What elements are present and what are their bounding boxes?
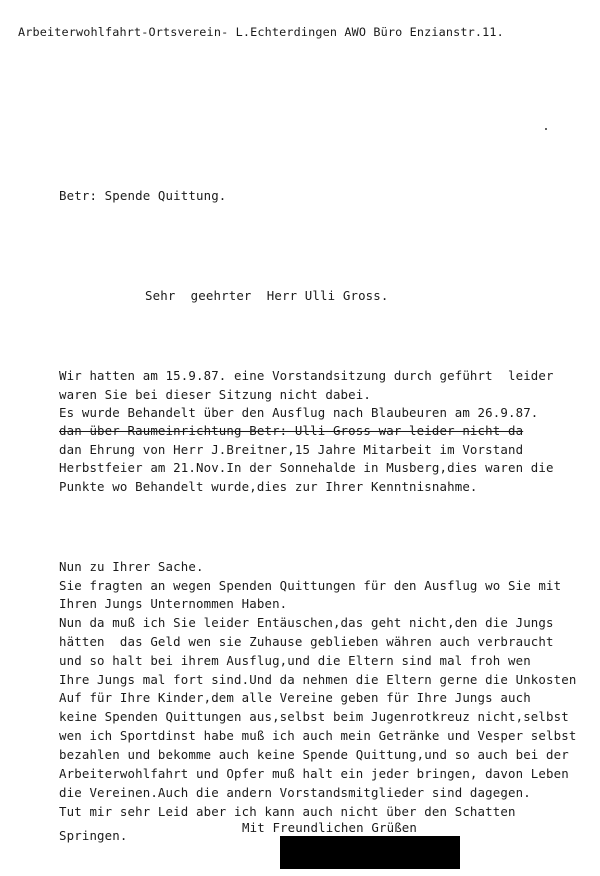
text-line: bezahlen und bekomme auch keine Spende Quittung,und so auch bei der bbox=[59, 747, 569, 762]
text-line: hätten das Geld wen sie Zuhause geblieben währen auch verbraucht bbox=[59, 634, 554, 649]
text-line: dan Ehrung von Herr J.Breitner,15 Jahre Mitarbeit im Vorstand bbox=[59, 442, 524, 457]
text-line: keine Spenden Quittungen aus,selbst beim Jugenrotkreuz nicht,selbst bbox=[59, 709, 569, 724]
text-line: Wir hatten am 15.9.87. eine Vorstandsitzung durch geführt leider bbox=[59, 368, 554, 383]
subject-line: Betr: Spende Quittung. bbox=[59, 188, 227, 203]
salutation: Sehr geehrter Herr Ulli Gross. bbox=[145, 288, 389, 303]
text-line: die Vereinen.Auch die andern Vorstandsmitglieder sind dagegen. bbox=[59, 785, 531, 800]
text-line: Es wurde Behandelt über den Ausflug nach Blaubeuren am 26.9.87. bbox=[59, 405, 539, 420]
text-line: Punkte wo Behandelt wurde,dies zur Ihrer Kenntnisnahme. bbox=[59, 479, 478, 494]
struck-text-line: dan über Raumeinrichtung Betr: Ulli Gross war leider nicht da bbox=[59, 423, 524, 438]
text-line: Auf für Ihre Kinder,dem alle Vereine geben für Ihre Jungs auch bbox=[59, 690, 531, 705]
text-line: Ihre Jungs mal fort sind.Und da nehmen die Eltern gerne die Unkosten bbox=[59, 672, 577, 687]
text-line: Springen. bbox=[59, 828, 128, 843]
text-line: Arbeiterwohlfahrt und Opfer muß halt ein jeder bringen, davon Leben bbox=[59, 766, 569, 781]
letterhead: Arbeiterwohlfahrt-Ortsverein- L.Echterdingen AWO Büro Enzianstr.11. bbox=[18, 25, 504, 39]
text-line: Ihren Jungs Unternommen Haben. bbox=[59, 596, 288, 611]
closing-line: Mit Freundlichen Grüßen bbox=[242, 820, 418, 835]
text-line: Nun da muß ich Sie leider Entäuschen,das geht nicht,den die Jungs bbox=[59, 615, 554, 630]
scan-speck bbox=[545, 128, 547, 130]
text-line: Sie fragten an wegen Spenden Quittungen für den Ausflug wo Sie mit bbox=[59, 578, 562, 593]
text-line: wen ich Sportdinst habe muß ich auch mein Getränke und Vesper selbst bbox=[59, 728, 577, 743]
text-line: Herbstfeier am 21.Nov.In der Sonnehalde in Musberg,dies waren die bbox=[59, 460, 554, 475]
text-line: und so halt bei ihrem Ausflug,und die Eltern sind mal froh wen bbox=[59, 653, 531, 668]
text-line: waren Sie bei dieser Sitzung nicht dabei. bbox=[59, 387, 372, 402]
signature-redaction bbox=[280, 836, 460, 869]
text-line: Tut mir sehr Leid aber ich kann auch nicht über den Schatten bbox=[59, 804, 516, 819]
text-line: Nun zu Ihrer Sache. bbox=[59, 559, 204, 574]
